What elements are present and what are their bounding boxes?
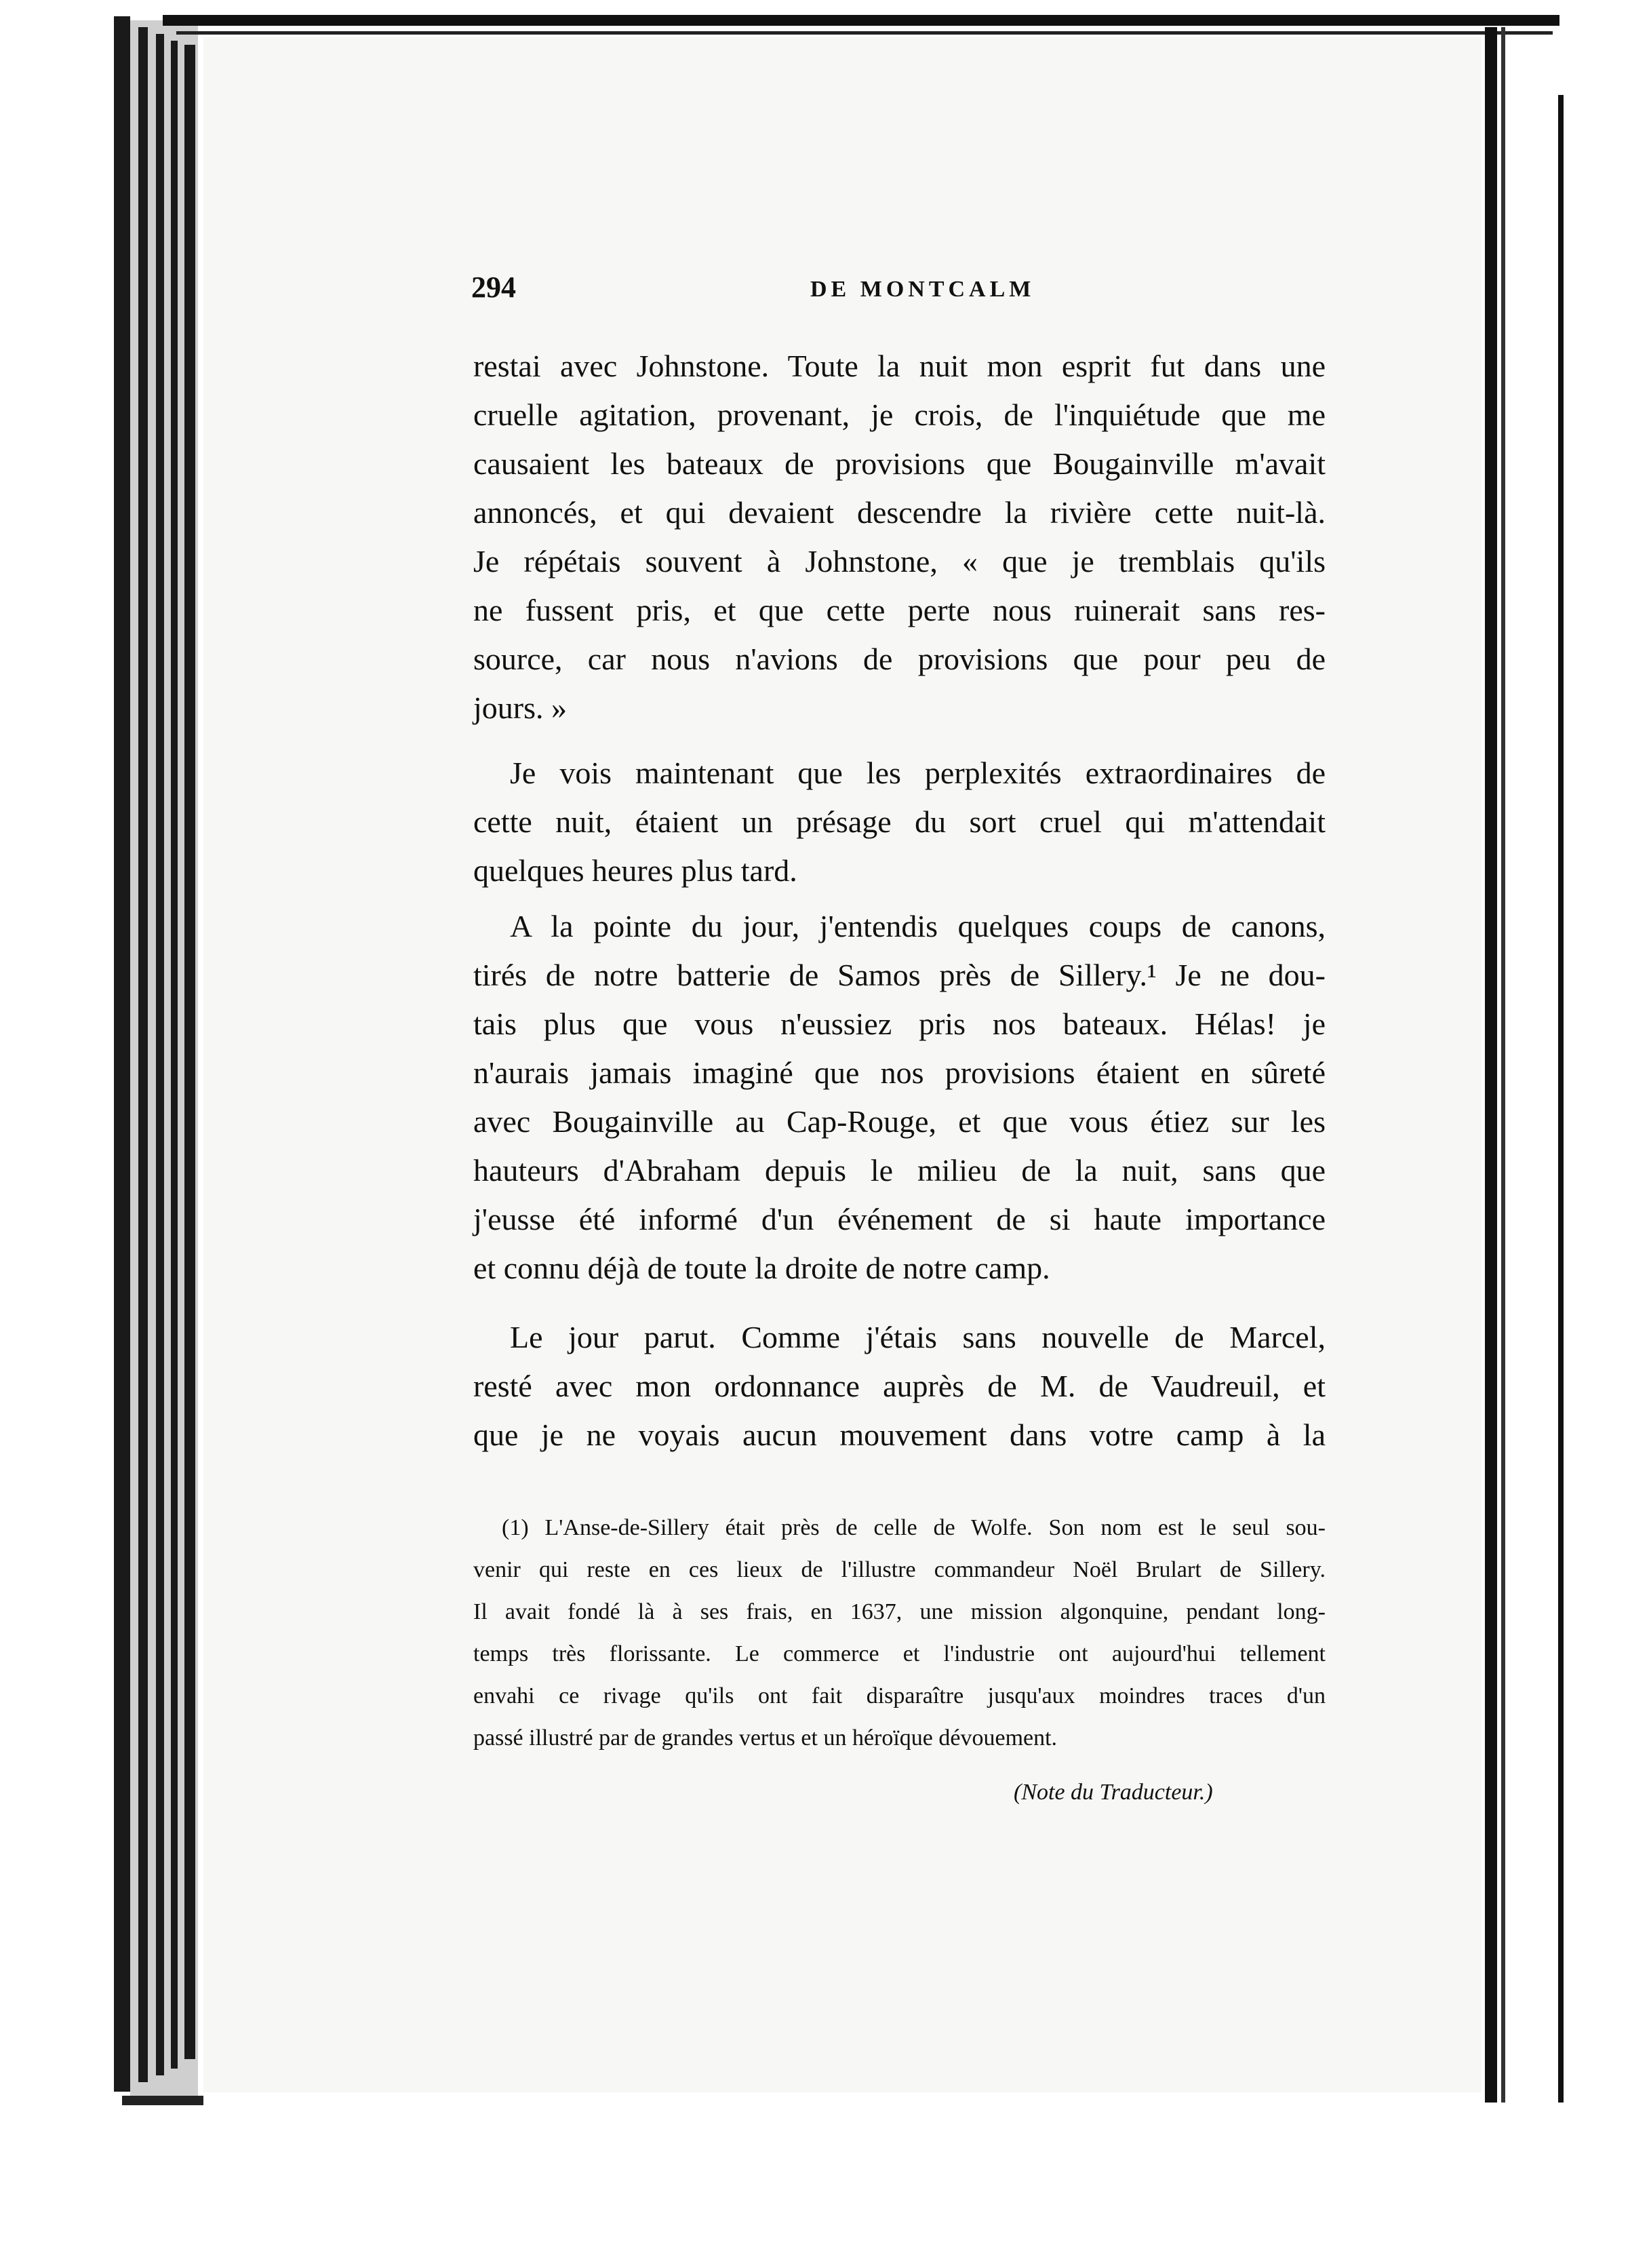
- footnote-line: Il avait fondé là à ses frais, en 1637, une mission algonquine, pendant long-: [473, 1599, 1326, 1624]
- text-line: quelques heures plus tard.: [473, 853, 797, 888]
- text-line: cruelle agitation, provenant, je crois, de l'inquiétude que me: [473, 397, 1326, 432]
- footnote-line: passé illustré par de grandes vertus et un héroïque dévouement.: [473, 1725, 1058, 1751]
- text-line: ne fussent pris, et que cette perte nous ruinerait sans res-: [473, 593, 1326, 627]
- text-line: jours. »: [473, 690, 567, 725]
- scan-frame-right: [1501, 27, 1505, 2103]
- scan-frame-bottom: [122, 2096, 203, 2105]
- footnote-line: venir qui reste en ces lieux de l'illustre commandeur Noël Brulart de Sillery.: [473, 1557, 1326, 1582]
- scan-frame-top: [163, 15, 1559, 26]
- text-line: source, car nous n'avions de provisions que pour peu de: [473, 642, 1326, 676]
- text-line: tais plus que vous n'eussiez pris nos bateaux. Hélas! je: [473, 1006, 1326, 1041]
- text-line: Je répétais souvent à Johnstone, « que je tremblais qu'ils: [473, 544, 1326, 579]
- text-line: A la pointe du jour, j'entendis quelques coups de canons,: [510, 909, 1326, 943]
- text-line: Le jour parut. Comme j'étais sans nouvelle de Marcel,: [510, 1320, 1326, 1354]
- text-line: n'aurais jamais imaginé que nos provisions étaient en sûreté: [473, 1055, 1326, 1090]
- page-edge: [138, 27, 148, 2082]
- footnote-line: envahi ce rivage qu'ils ont fait disparaître jusqu'aux moindres traces d'un: [473, 1683, 1326, 1708]
- text-line: hauteurs d'Abraham depuis le milieu de la nuit, sans que: [473, 1153, 1326, 1188]
- text-line: que je ne voyais aucun mouvement dans votre camp à la: [473, 1418, 1326, 1452]
- page-edge: [184, 45, 195, 2059]
- page-edge: [171, 41, 178, 2069]
- text-line: resté avec mon ordonnance auprès de M. de Vaudreuil, et: [473, 1369, 1326, 1403]
- text-line: annoncés, et qui devaient descendre la rivière cette nuit-là.: [473, 495, 1326, 530]
- text-line: et connu déjà de toute la droite de notre camp.: [473, 1251, 1050, 1285]
- page-edge: [114, 16, 130, 2092]
- running-head: DE MONTCALM: [810, 277, 1035, 302]
- page-number: 294: [471, 271, 516, 304]
- page-edge: [156, 34, 164, 2075]
- footnote-line: (1) L'Anse-de-Sillery était près de celle de Wolfe. Son nom est le seul sou-: [502, 1515, 1326, 1540]
- translator-note: (Note du Traducteur.): [1014, 1780, 1213, 1805]
- scan-frame-top: [176, 31, 1553, 35]
- text-line: restai avec Johnstone. Toute la nuit mon esprit fut dans une: [473, 349, 1326, 383]
- text-line: Je vois maintenant que les perplexités extraordinaires de: [510, 756, 1326, 790]
- text-line: j'eusse été informé d'un événement de si haute importance: [473, 1202, 1326, 1236]
- text-line: cette nuit, étaient un présage du sort cruel qui m'attendait: [473, 804, 1326, 839]
- footnote-line: temps très florissante. Le commerce et l'industrie ont aujourd'hui tellement: [473, 1641, 1326, 1666]
- text-line: avec Bougainville au Cap-Rouge, et que vous étiez sur les: [473, 1104, 1326, 1139]
- text-line: causaient les bateaux de provisions que Bougainville m'avait: [473, 446, 1326, 481]
- page-header: [471, 270, 1349, 317]
- adjacent-page-edge: [1558, 95, 1564, 2103]
- scan-frame-right: [1485, 27, 1497, 2103]
- text-line: tirés de notre batterie de Samos près de Sillery.¹ Je ne dou-: [473, 958, 1326, 992]
